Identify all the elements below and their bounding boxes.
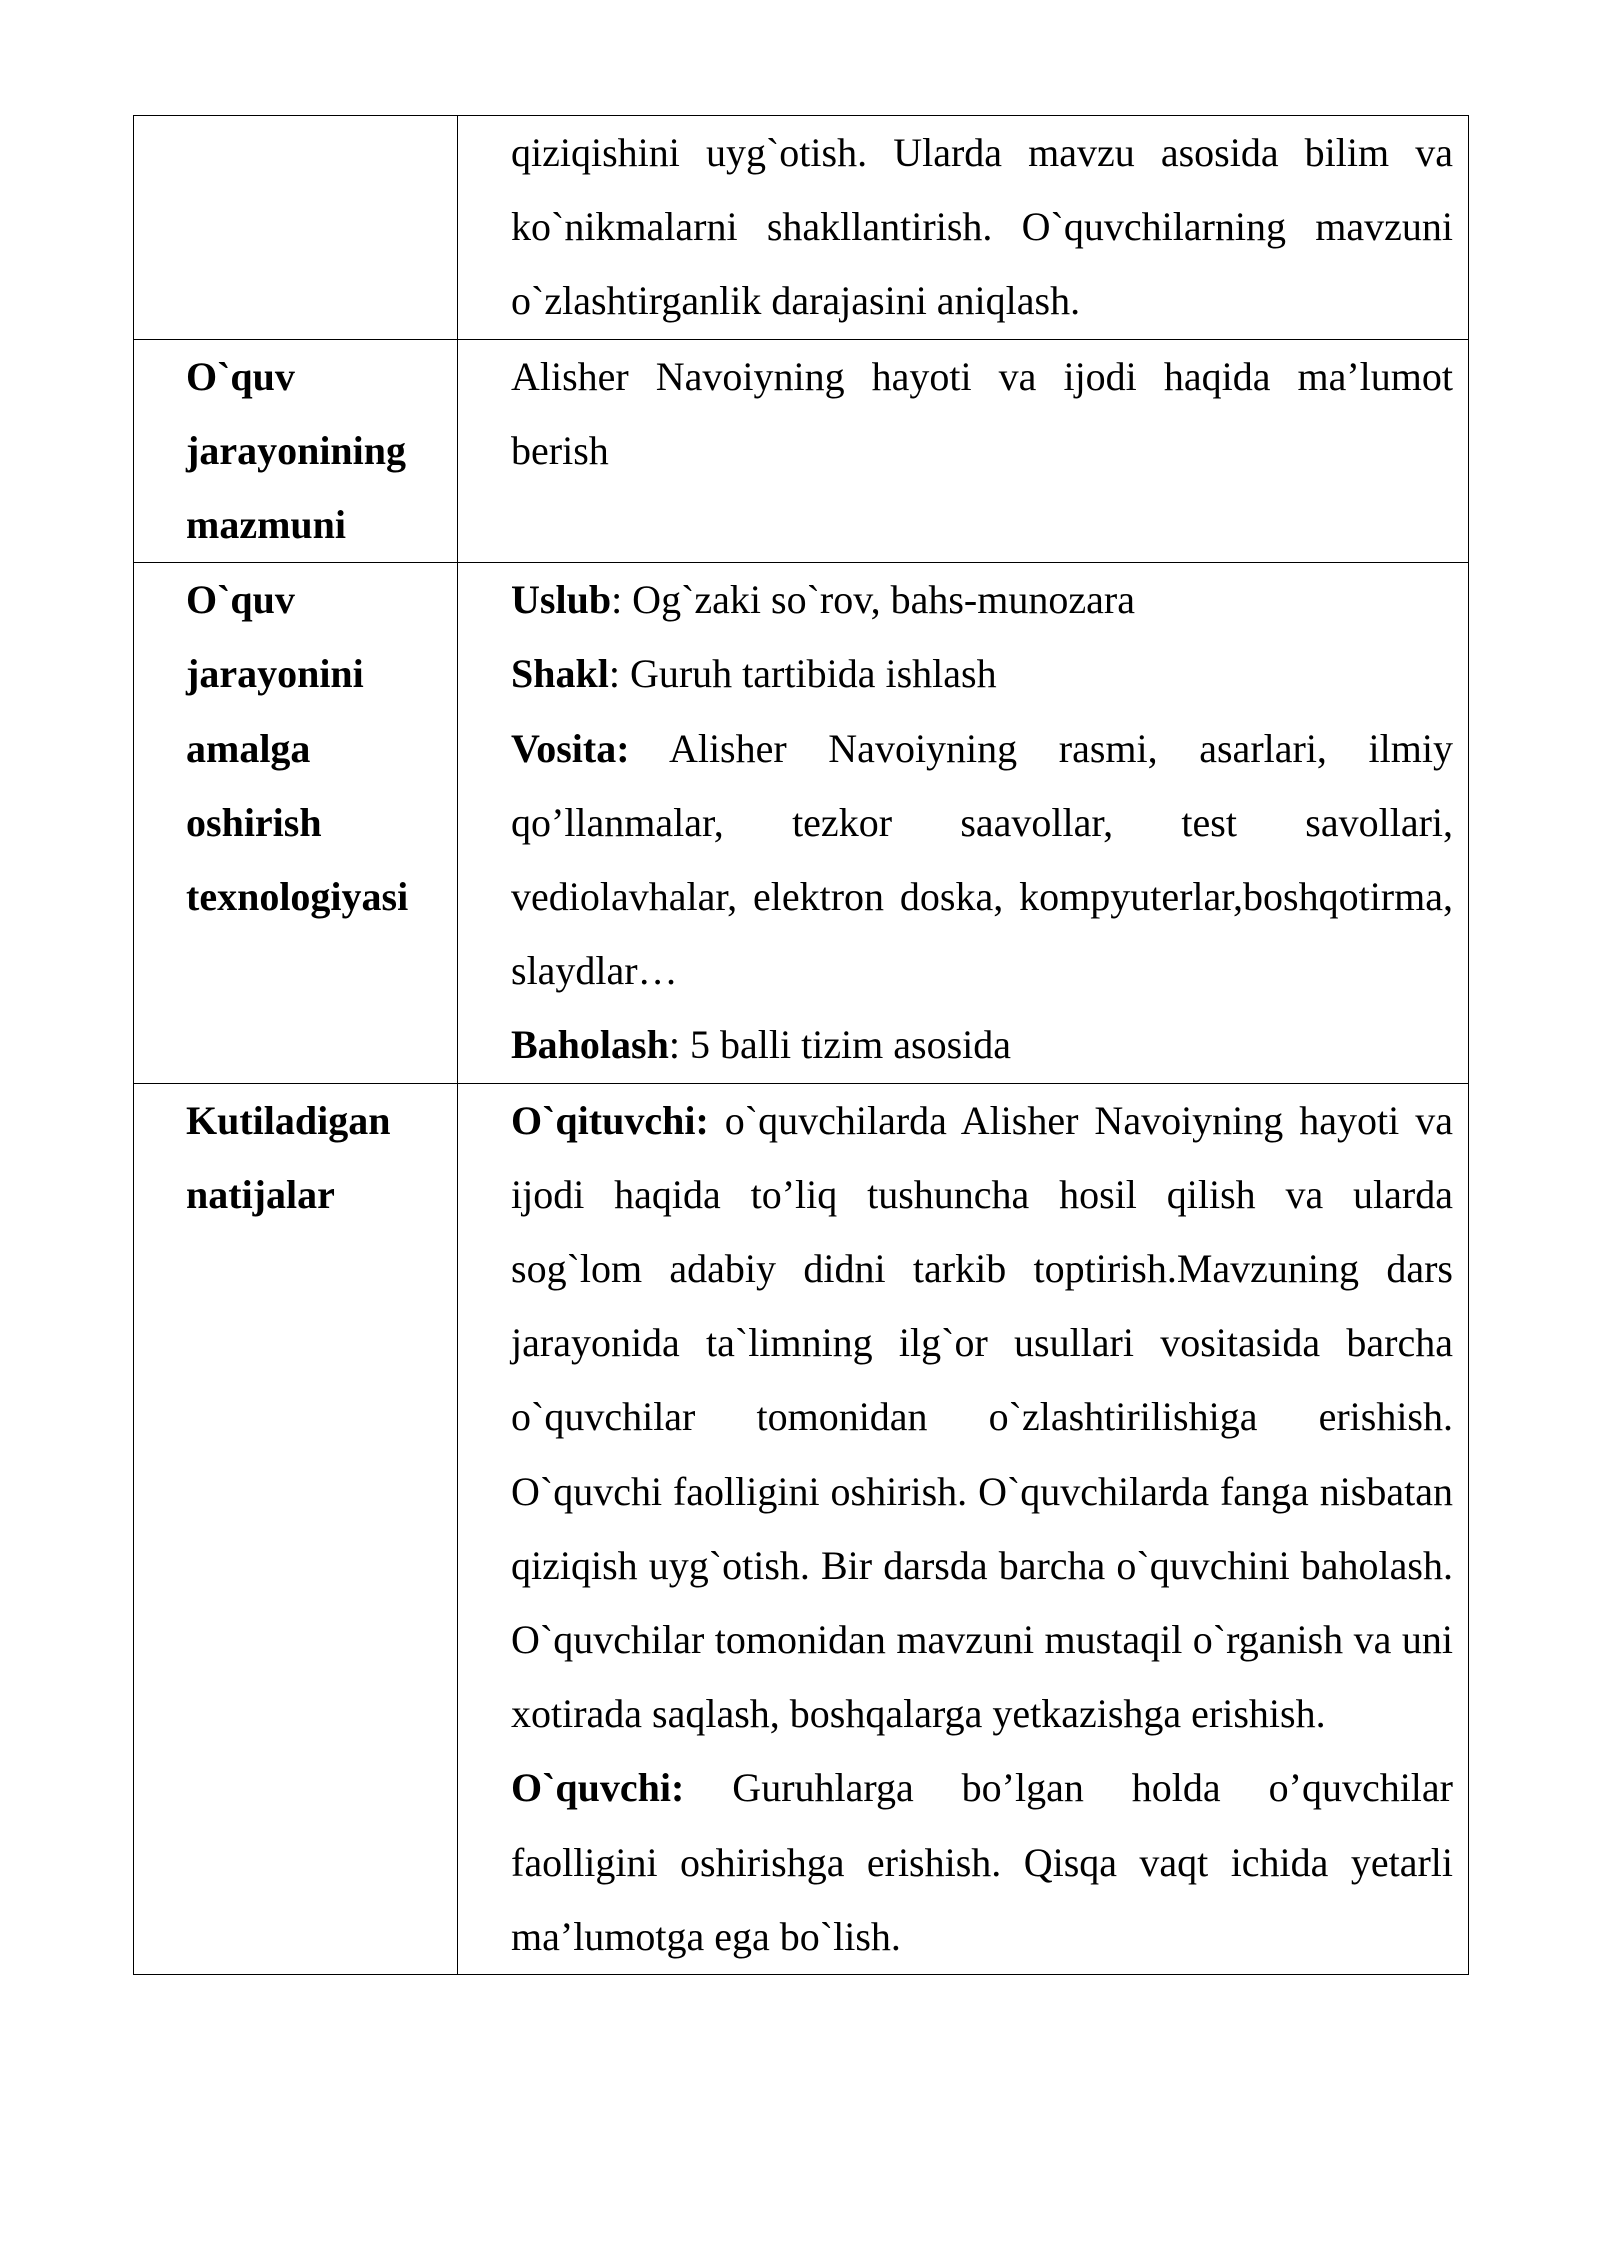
row-label-line: O`quv xyxy=(186,577,295,623)
row-label-line: O`quv xyxy=(186,353,295,399)
row-label-cell xyxy=(134,116,458,340)
row-label-line: jarayonining xyxy=(186,427,407,473)
row-content-cell xyxy=(458,1083,1469,1974)
paragraph-text: Guruhlarga bo’lgan holda o’quvchilar faolligini oshirishga erishish. Qisqa vaqt ichida yetarli ma’lumotga ega bo`lish. xyxy=(511,1765,1453,1959)
table-row xyxy=(134,1083,1469,1974)
paragraph-text: : 5 balli tizim asosida xyxy=(668,1022,1012,1068)
content-paragraph xyxy=(511,116,1453,339)
uslub-paragraph xyxy=(511,563,1453,637)
row-label-cell xyxy=(134,339,458,563)
row-label-cell xyxy=(134,563,458,1083)
row-content-cell xyxy=(458,339,1469,563)
vosita-paragraph xyxy=(511,712,1453,1009)
shakl-term: Shakl xyxy=(511,651,609,697)
row-label-line: natijalar xyxy=(186,1171,335,1217)
row-label-cell xyxy=(134,1083,458,1974)
vosita-term: Vosita: xyxy=(511,725,630,771)
paragraph-text: : Guruh tartibida ishlash xyxy=(608,651,997,697)
uslub-term: Uslub xyxy=(511,577,612,623)
row-content-cell xyxy=(458,563,1469,1083)
row-label-line: jarayonini xyxy=(186,651,364,697)
oquvchi-paragraph xyxy=(511,1751,1453,1974)
paragraph-text: Alisher Navoiyning hayoti va ijodi haqida ma’lumot berish xyxy=(511,353,1453,473)
row-label-line: amalga xyxy=(186,725,311,771)
row-label-line: Kutiladigan xyxy=(186,1097,391,1143)
oqituvchi-paragraph xyxy=(511,1084,1453,1752)
paragraph-text: Alisher Navoiyning rasmi, asarlari, ilmiy qo’llanmalar, tezkor saavollar, test savollari, vediolavhalar, elektron doska, kompyuterlar,boshqotirma, slaydlar… xyxy=(511,725,1453,994)
table-row xyxy=(134,116,1469,340)
oqituvchi-term: O`qituvchi: xyxy=(511,1097,709,1143)
row-content-cell xyxy=(458,116,1469,340)
content-paragraph xyxy=(511,340,1453,488)
paragraph-text: : Og`zaki so`rov, bahs-munozara xyxy=(611,577,1135,623)
row-label-line: mazmuni xyxy=(186,502,346,548)
lesson-plan-table xyxy=(133,115,1469,1975)
baholash-paragraph xyxy=(511,1008,1453,1082)
table-row xyxy=(134,339,1469,563)
table-row xyxy=(134,563,1469,1083)
paragraph-text: qiziqishini uyg`otish. Ularda mavzu asosida bilim va ko`nikmalarni shakllantirish. O`quvchilarning mavzuni o`zlashtirganlik darajasini aniqlash. xyxy=(511,130,1453,324)
paragraph-text: o`quvchilarda Alisher Navoiyning hayoti va ijodi haqida to’liq tushuncha hosil qilish va ularda sog`lom adabiy didni tarkib toptirish.Mavzuning dars jarayonida ta`limning ilg`or usullari vositasida barcha o`quvchilar tomonidan o`zlashtirilishiga erishish. O`quvchi faolligini oshirish. O`quvchilarda fanga nisbatan qiziqish uyg`otish. Bir darsda barcha o`quvchini baholash. O`quvchilar tomonidan mavzuni mustaqil o`rganish va uni xotirada saqlash, boshqalarga yetkazishga erishish. xyxy=(511,1097,1453,1737)
row-label-line: texnologiyasi xyxy=(186,874,409,920)
shakl-paragraph xyxy=(511,637,1453,711)
row-label-line: oshirish xyxy=(186,799,322,845)
oquvchi-term: O`quvchi: xyxy=(511,1765,685,1811)
baholash-term: Baholash xyxy=(511,1022,669,1068)
